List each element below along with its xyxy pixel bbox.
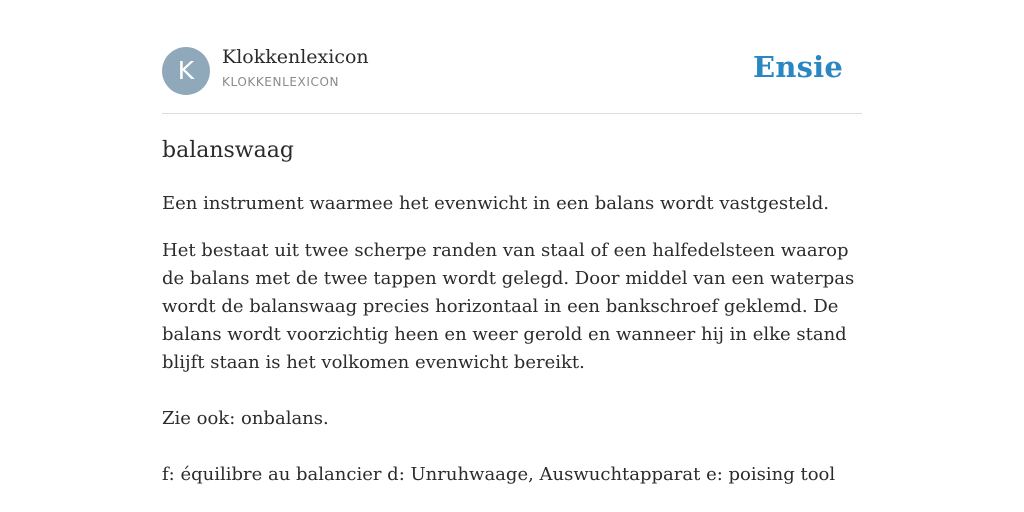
source-name-link[interactable]: Klokkenlexicon <box>222 46 369 68</box>
entry-title: balanswaag <box>162 138 294 163</box>
entry-definition: Een instrument waarmee het evenwicht in een balans wordt vastgesteld. <box>162 193 830 214</box>
entry-see-also: Zie ook: onbalans. <box>162 408 329 429</box>
entry-translations: f: équilibre au balancier d: Unruhwaage, Auswuchtapparat e: poising tool <box>162 464 836 485</box>
entry-header <box>162 46 862 114</box>
ensie-logo-link[interactable]: Ensie <box>753 50 843 84</box>
source-subtitle: KLOKKENLEXICON <box>222 75 340 89</box>
entry-description: Het bestaat uit twee scherpe randen van staal of een halfedelsteen waarop de balans met de twee tappen wordt gelegd. Door middel van een waterpas wordt de balanswaag precies horizontaal in een bankschroef geklemd. De balans wordt voorzichtig heen en weer gerold en wanneer hij in elke stand blijft staan is het volkomen evenwicht bereikt. <box>162 240 855 373</box>
source-avatar[interactable]: K <box>162 47 210 95</box>
entry-card <box>162 46 862 485</box>
